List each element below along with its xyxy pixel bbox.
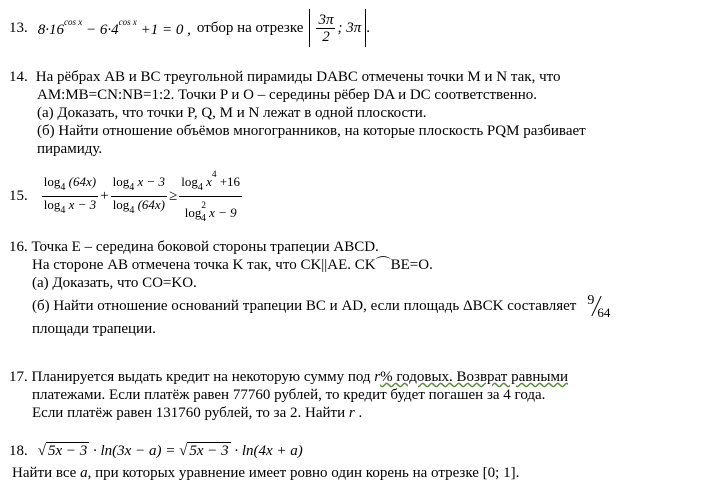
problem-16-line-5: площади трапеции. [32, 321, 156, 337]
problem-14-line-3: (а) Доказать, что точки P, Q, M и N лежат в одной плоскости. [37, 105, 427, 121]
problem-16-line-4: (б) Найти отношение оснований трапеции BC и AD, если площадь ΔBCK составляет 9 64 [32, 293, 611, 320]
problem-18-line-2: Найти все a, при которых уравнение имеет ровно один корень на отрезке [0; 1]. [12, 465, 520, 481]
problem-13-interval: $\frac{3\pi}{2}$ ; 3π [309, 9, 366, 47]
problem-17 [9, 368, 568, 422]
problem-15 [9, 168, 244, 224]
problem-14 [9, 68, 586, 158]
problem-14-line-1: 14. На рёбрах AB и BC треугольной пирамиды DABC отмечены точки M и N так, что [9, 69, 561, 85]
problem-15-fraction-1: $\frac{\log_4 (64x)}{\log_4 x - 3}$ [43, 173, 97, 216]
problem-13: 13. $8\cdot 16^{cos x} - 6\cdot 4^{cos x} +1 = 0$ , отбор на отрезке $\frac{3\pi}{2}$ ; 3π . [9, 8, 370, 48]
problem-13-number: 13. [9, 19, 28, 36]
problem-15-number: 15. [9, 187, 28, 204]
problem-13-equation: $8\cdot 16^{cos x} - 6\cdot 4^{cos x} +1 = 0$ , [37, 17, 191, 38]
problem-18-equation: √ 5x − 3 · ln(3x − a) = √ 5x − 3 · ln(4x + a) [37, 442, 303, 459]
problem-18 [9, 440, 303, 462]
problem-14-line-2: AM:MB=CN:NB=1:2. Точки P и O – середины рёбер DA и DC соответственно. [37, 87, 538, 103]
problem-16-line-2: На стороне AB отмечена точка K так, что CK||AE. CK⌒BE=O. [32, 257, 433, 273]
problem-15-fraction-2: $\frac{\log_4 x - 3}{\log_4 (64x)}$ [112, 173, 166, 216]
problem-17-line-1: 17. Планируется выдать кредит на некоторую сумму под r% годовых. Возврат равными [9, 369, 568, 385]
problem-18-number: 18. [9, 442, 28, 459]
problem-14-line-4: (б) Найти отношение объёмов многогранников, на которые плоскость PQM разбивает [37, 123, 586, 139]
problem-15-geq: ≥ [169, 187, 178, 204]
problem-14-line-5: пирамиду. [37, 141, 103, 157]
problem-15-plus: + [100, 187, 109, 204]
problem-16-line-1: 16. Точка E – середина боковой стороны трапеции ABCD. [9, 239, 379, 255]
problem-15-fraction-3: $\frac{\log_4 x^4 +16}{\log^2_4 x - 9}$ [179, 166, 242, 227]
problem-17-line-3: Если платёж равен 131760 рублей, то за 2. Найти r . [32, 405, 363, 421]
problem-16-fraction: 9 64 [587, 293, 611, 320]
problem-16-line-3: (а) Доказать, что CO=KO. [32, 275, 197, 291]
problem-17-line-2: платежами. Если платёж равен 77760 рублей, то кредит будет погашен за 4 года. [32, 387, 546, 403]
problem-16 [9, 238, 612, 338]
problem-13-text: отбор на отрезке [196, 19, 304, 36]
